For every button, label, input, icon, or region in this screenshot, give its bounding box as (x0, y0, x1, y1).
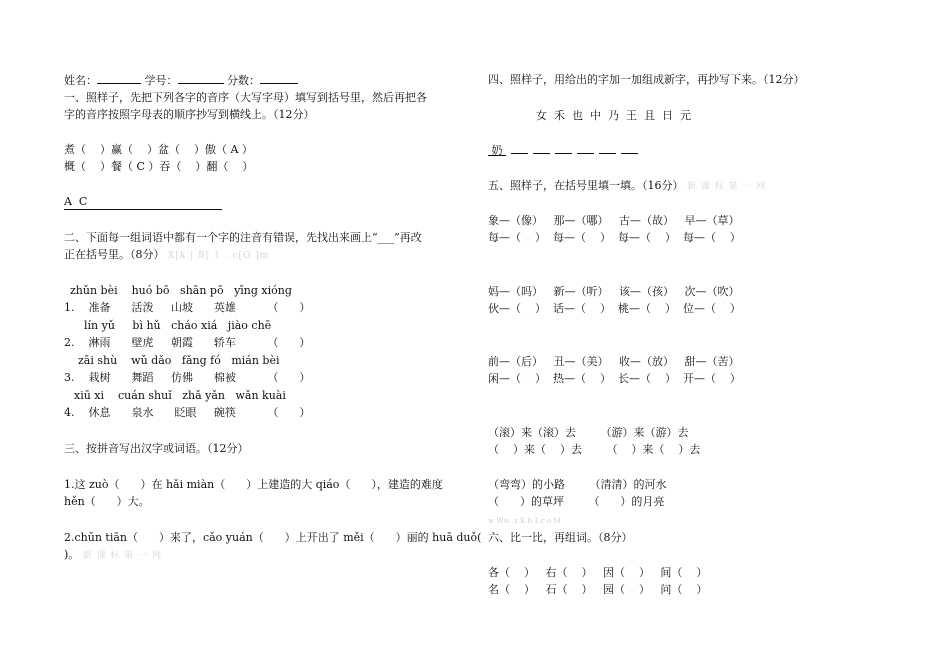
q4-blank-4[interactable] (577, 153, 594, 154)
q2-title-text: 正在括号里。（8分） (64, 248, 165, 261)
q4-blank-2[interactable] (533, 153, 550, 154)
name-label: 姓名： (64, 74, 97, 87)
q2-words-2: 2. 淋雨 壁虎 朝霞 轿车 （ ） (64, 336, 311, 349)
q1-answer-line[interactable]: A C (64, 195, 222, 210)
q4-blank-6[interactable] (621, 153, 638, 154)
id-field[interactable] (178, 72, 224, 84)
q5-pair2-blanks: （ ）的草坪 （ ）的月亮 (488, 495, 665, 508)
q2-pinyin-2: lín yǔ bì hǔ cháo xiá jiào chē (84, 319, 272, 332)
q4-answer-row (488, 143, 638, 159)
q3-sentence2-end: )。 (64, 548, 80, 561)
q1-title-line2: 字的音序按照字母表的顺序抄写到横线上。（12分） (64, 108, 315, 121)
q5-watermark: 新 课 标 第 一 网 (687, 182, 767, 192)
q2-watermark: X[k | B[ 1 . c[O ]m (168, 251, 270, 261)
q5-title: 五、照样子，在括号里填一填。（16分） (488, 179, 684, 192)
score-field[interactable] (260, 72, 298, 84)
q5-watermark2: w Ww .x K b 1.c o M (488, 517, 561, 525)
q2-words-1: 1. 准备 活泼 山坡 英雄 （ ） (64, 301, 311, 314)
q2-words-4: 4. 休息 泉水 眨眼 碗筷 （ ） (64, 406, 311, 419)
q3-sentence1-line2: hěn（ ）大。 (64, 495, 150, 508)
q3-sentence2-line2 (64, 547, 162, 564)
id-label: 学号： (144, 74, 178, 87)
q2-title-line2 (64, 247, 269, 264)
q6-row2: 名（ ） 石（ ） 园（ ） 问（ ） (488, 583, 708, 596)
q1-row1: 煮（ ）赢（ ）盆（ ）傲（ A ） (64, 143, 253, 156)
q5-pair1-blanks: （ ）来（ ）去 （ ）来（ ）去 (488, 443, 701, 456)
q2-title-line1: 二、下面每一组词语中都有一个字的注音有错误，先找出来画上“___”再改 (64, 231, 422, 244)
q4-blank-1[interactable] (511, 153, 528, 154)
q4-example: 奶 (491, 144, 503, 157)
name-field[interactable] (97, 72, 141, 84)
q2-words-3: 3. 栽树 舞蹈 仿佛 棉被 （ ） (64, 371, 311, 384)
q5-pair2-example: （弯弯）的小路 （清清）的河水 (488, 478, 667, 491)
q5-group2-example: 妈—（吗） 新—（听） 该—（孩） 次—（吹） (488, 285, 740, 298)
q6-row1: 各（ ） 右（ ） 因（ ） 间（ ） (488, 566, 708, 579)
q5-group2-blanks: 伙—（ ） 话—（ ） 桃—（ ） 位—（ ） (488, 302, 741, 315)
q5-group1-example: 象—（像） 那—（哪） 古—（故） 早—（草） (488, 214, 740, 227)
q5-title-line (488, 178, 766, 195)
q5-group1-blanks: 每—（ ） 每—（ ） 每—（ ） 每—（ ） (488, 231, 741, 244)
q5-pair1-example: （滚）来（滚）去 （游）来（游）去 (488, 426, 689, 439)
q3-watermark: 新 课 标 第 一 网 (82, 551, 163, 561)
student-info-line (64, 72, 298, 89)
q4-blank-5[interactable] (599, 153, 616, 154)
q4-title: 四、照样子，用给出的字加一加组成新字，再抄写下来。（12分） (488, 73, 805, 86)
q4-blank-3[interactable] (555, 153, 572, 154)
q3-title: 三、按拼音写出汉字或词语。（12分） (64, 442, 249, 455)
q1-row2: 概（ ）餐（ C ）吞（ ）翻（ ） (64, 160, 254, 173)
q2-pinyin-1: zhǔn bèi huó bō shān pō yīng xióng (70, 284, 292, 297)
q2-pinyin-4: xiū xi cuán shuǐ zhǎ yǎn wǎn kuài (74, 389, 286, 402)
q3-sentence1-line1: 1.这 zuò（ ）在 hǎi miàn（ ）上建造的大 qiáo（ ），建造的难度 (64, 478, 443, 491)
q2-pinyin-3: zāi shù wǔ dǎo fǎng fó mián bèi (78, 354, 280, 367)
q4-chars: 女 禾 也 中 乃 王 且 日 元 (536, 109, 691, 122)
q6-title: 六、比一比，再组词。（8分） (488, 531, 633, 544)
q3-sentence2-line1: 2.chūn tiān（ ）来了，cǎo yuán（ ）上开出了 měi（ ）丽的 huā duǒ( (64, 531, 482, 544)
q1-title-line1: 一、照样子，先把下列各字的音序（大写字母）填写到括号里，然后再把各 (64, 91, 427, 104)
score-label: 分数： (227, 74, 260, 87)
q5-group3-example: 前—（后） 丑—（美） 收—（放） 甜—（苦） (488, 355, 740, 368)
q5-group3-blanks: 闲—（ ） 热—（ ） 长—（ ） 开—（ ） (488, 372, 741, 385)
